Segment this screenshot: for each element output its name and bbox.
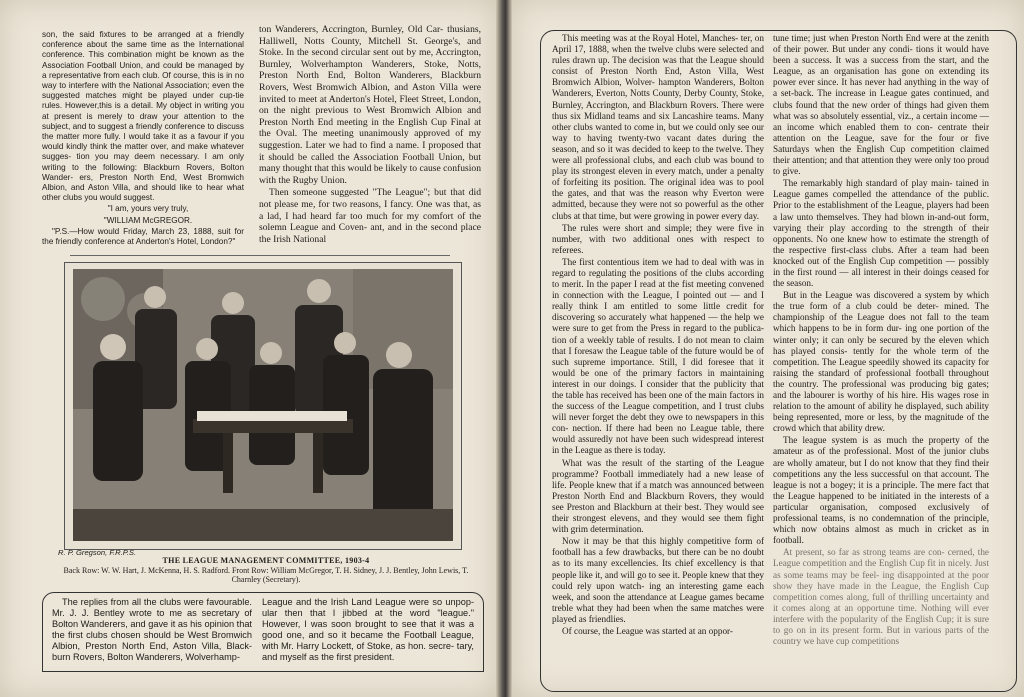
- paragraph: But in the League was discovered a system by which the true form of a club could be deter- mined. The championship of the League does not fall to the team which happens to be in form dur- ing one portion of the winter only; it can only be secured by the eleven which has played consis- tently for the whole term of the competition. The League speedily showed its capacity for raising the standard of professional football throughout the country. The professional was producing big gates; and the labourer is worthy of his hire. His wages rose in relation to the amount of ability he displayed, such ability being represented, more or less, by the magnitude of the crowd which that ability drew.: [773, 290, 989, 434]
- right-column-2: [773, 33, 989, 648]
- divider: [70, 255, 450, 256]
- letter-postscript: "P.S.—How would Friday, March 23, 1888, suit for the friendly conference at Anderton's Hotel, London?": [42, 226, 244, 247]
- paragraph: The replies from all the clubs were favourable. Mr. J. J. Bentley wrote to me as secretary of Bolton Wanderers, and gave it as his opinion that the first clubs chosen should be West Bromwich Albion, Preston North End, Aston Villa, Black- burn Rovers, Bolton Wanderers, Wolverhamp-: [52, 597, 252, 662]
- photo-caption: [56, 556, 476, 585]
- paragraph: ton Wanderers, Accrington, Burnley, Old Car- thusians, Halliwell, Notts County, Mitchell St. George's, and Stoke. In the second circular sent out by me, Accrington, Burnley, Wolverhampton Wanderers, Stoke, Notts, Preston North End, Bolton Wanderers, Blackburn Rovers, West Bromwich Albion, and Aston Villa were invited to meet at Anderton's Hotel, Fleet Street, London, on the night previous to West Bromwich Albion and Preston North End meeting in the English Cup Final at the Oval. The meeting unanimously approved of my suggestion. Later we had to find a name. I proposed that it should be called the Association Football Union, but many thought that this would be likely to cause confusion with the Rugby Union.: [259, 24, 481, 186]
- committee-photo-illustration: [73, 269, 453, 541]
- paragraph: This meeting was at the Royal Hotel, Manches- ter, on April 17, 1888, when the twelve clubs were selected and rules drawn up. The decision was that the League should consist of Preston North End, Aston Villa, West Bromwich Albion, Wolver- hampton Wanderers, Bolton Wanderers, Everton, Notts County, Derby County, Stoke, Burnley, Accrington, and Blackburn Rovers. There were thus six Midland teams and six Lancashire teams. Many other clubs wanted to come in, but we could only see our way to having twenty-two vacant dates during the season, and so it was decided to keep to the twelve. They were all professional clubs, and each club was bound to play its strongest eleven in every match, under a penalty of forfeiting its position. The original idea was to pool the gates, and that was the reason why Everton were admitted, because they were not so powerful as the other clubs at that time, but were growing in power every day.: [552, 33, 764, 221]
- paragraph: The remarkably high standard of play main- tained in League games compelled the attendance of the public. Prior to the establishment of the League, players had been a law unto themselves. They had blown in-and-out form, varying their play according to the strength of their opponents. No one knew how to estimate the strength of the respective first-class clubs. After a team had been knocked out of the English Cup competition — possibly in the first round — all interest in their doings ceased for the season.: [773, 178, 989, 289]
- paragraph: Now it may be that this highly competitive form of football has a few drawbacks, but there can be no doubt as to its many excellencies. Its chief excellency is that people like it, and will go to see it. People knew that they could rely upon watch- ing an interesting game each week, and soon the attendance at League games became treble what they had been when the same matches were played as friendlies.: [552, 536, 764, 624]
- paragraph: At present, so far as strong teams are con- cerned, the League competition and the English Cup fit in nicely. Just as some teams may be feel- ing disappointed at the poor show they have made in the League, the English Cup competition comes along, full of thrilling uncertainty and it comes along at an opportune time. Nothing will ever interfere with the popularity of the English Cup; it is sure to go on in its present form. But in various parts of the country we have cup competitions: [773, 547, 989, 647]
- paragraph: Of course, the League was started at an oppor-: [562, 625, 733, 636]
- left-column-2: [259, 24, 481, 246]
- committee-photo: [73, 269, 453, 541]
- bottom-column-2: [262, 597, 474, 664]
- right-column-1: [552, 33, 764, 638]
- bottom-column-1: [52, 597, 252, 664]
- letter-closing: "I am, yours very truly,: [107, 204, 189, 214]
- photo-credit: R. P. Gregson, F.R.P.S.: [58, 548, 137, 557]
- paragraph: The rules were short and simple; they were five in number, with two additional ones with respect to referees.: [552, 222, 764, 255]
- paragraph: Then someone suggested "The League"; but that did not please me, for two reasons, I fancy. One was that, as a lad, I had heard far too much for my comfort of the solemn League and Coven- ant, and in the second place the Irish National: [259, 187, 481, 245]
- letter-paragraph: son, the said fixtures to be arranged at a friendly conference about the same time as the International conference. This combination might be known as the Association Football Union, and could be managed by a representative from each club. Of course, this is in no way to interfere with the National Association; even the suggested matches might be played under cup-tie rules. However,this is a detail. My object in writing you at present is merely to draw your attention to the subject, and to suggest a friendly conference to discuss the matter more fully. I would take it as a favour if you would kindly think the matter over, and make whatever sugges- tion you may deem necessary. I am only writing to the following: Blackburn Rovers, Bolton Wander- ers, Preston North End, West Bromwich Albion, and Aston Villa, and should like to hear what other clubs you would suggest.: [42, 30, 244, 203]
- paragraph: The first contentious item we had to deal with was in regard to regulating the positions of the clubs according to merit. In the paper I read at the fist meeting convened in connection with the League, I pointed out — and I really think I am entitled to some little credit for discovering so accurately what happened — the help we were sure to get from the Press in regard to the publica- tion of a weekly table of results. I do not mean to claim that I foresaw the League table of the future would be of such supreme importance. Still, I did foresee that it would be one of the primary factors in maintaining interest in our doings. I consider that the publicity that the table has received has been one of the main factors in the success of the League competition, and I trust clubs will never forget the debt they owe to newspapers in this con- nection. If there had been no League table, there would assuredly not have been such widespread interest in the League as there is today.: [552, 256, 764, 456]
- paragraph: League and the Irish Land League were so unpop- ular then that I jibbed at the word "league." However, I was soon brought to see that it was a good one, and so it became the Football League, with Mr. Harry Lockett, of Stoke, as hon. secre- tary, and myself as the first president.: [262, 597, 474, 662]
- paragraph: tune time; just when Preston North End were at the zenith of their power. But under any condi- tions it would have been a success. It was a success from the start, and the League, as an organisation has gone on extending its power ever since. It has never had anything in the way of a set-back. The increase in League gates continued, and clubs found that the new order of things had given them what was so absolutely essential, viz., a certain income — an income which enabled them to con- centrate their attention on the League, save for the four or five Saturdays when the English Cup competition claimed their attention; and that attention they were only too proud to give.: [773, 33, 989, 177]
- letter-signature: "WILLIAM McGREGOR.: [103, 215, 193, 225]
- paragraph: What was the result of the starting of the League programme? Football immediately had a new lease of life. People knew that if a match was announced between Preston North End and Blackburn Rovers, they would see Preston and Blackburn at their best. They would see their strongest elevens, and they would see them fight with grim determination.: [552, 457, 764, 535]
- caption-title: THE LEAGUE MANAGEMENT COMMITTEE, 1903-4: [162, 556, 370, 565]
- paragraph: The league system is as much the property of the amateur as of the professional. Most of the junior clubs are wholly amateur, but I do not know that they find their competitions any the less successful on that account. The league is not a bogey; it is a principle. The mere fact that the League happened to be initiated in the interests of a particular organisation, composed exclusively of professional teams, is no condemnation of the principle, which now obtains almost as much in cricket as in football.: [773, 435, 989, 546]
- caption-body: Back Row: W. W. Hart, J. McKenna, H. S. Radford. Front Row: William McGregor, T. H. Sidney, J. J. Bentley, John Lewis, T. Charnley (Secretary).: [63, 565, 469, 585]
- left-column-1: [42, 30, 244, 248]
- book-gutter: [496, 0, 512, 697]
- photo-frame: [64, 262, 462, 550]
